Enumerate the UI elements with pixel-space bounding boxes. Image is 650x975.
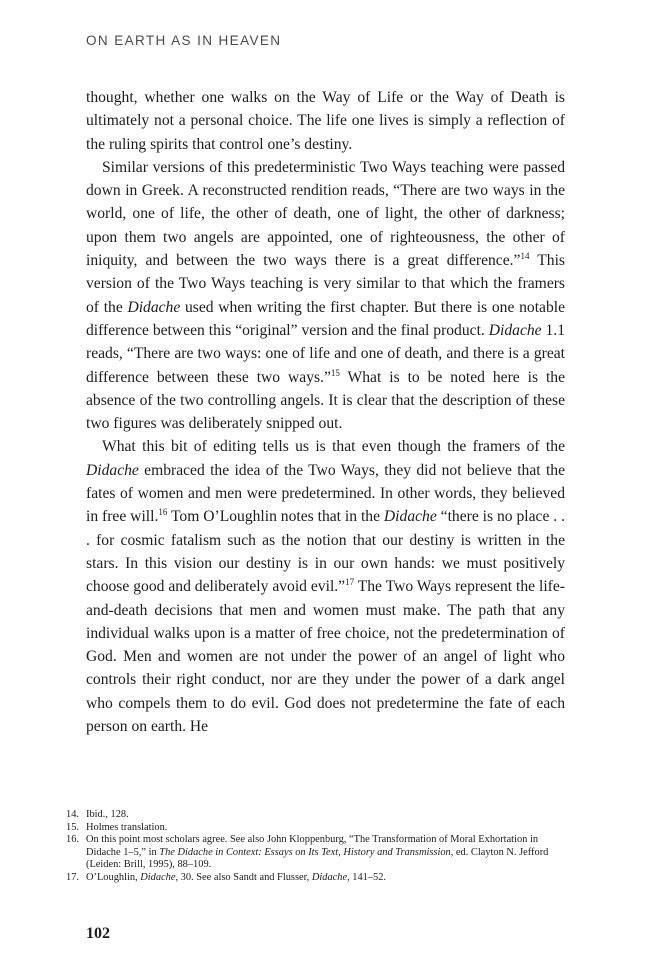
- text-span: embraced the idea of the Two Ways, they did not believe that the fates of women and men were predetermined. In other words, they believed in free will.: [86, 461, 565, 526]
- footnote-ref-17[interactable]: 17: [345, 577, 355, 588]
- footnotes: [66, 809, 565, 885]
- italic-title: Didache: [383, 508, 437, 526]
- text-span: This version of the Two Ways teaching is very similar to that which the framers of the: [86, 252, 565, 316]
- text-span: used when writing the first chapter. But there is one notable difference between this “original” version and the final product.: [86, 298, 565, 339]
- paragraph-3: [86, 435, 565, 738]
- footnote-text: Ibid., 128.: [86, 809, 129, 820]
- footnote-14: [66, 809, 565, 822]
- italic-title: The Didache in Context: Essays on Its Text, History and Transmission: [159, 846, 451, 858]
- text-span: “there is no place . . . for cosmic fatalism such as the notion that our destiny is written in the stars. In this vision our destiny is in our own hands: we must positively choose good and deliberately avoid evil.”: [86, 508, 565, 596]
- text-span: 1.1 reads, “There are two ways: one of life and one of death, and there is a great difference between these two ways.”: [86, 321, 566, 386]
- footnote-text: Holmes translation.: [86, 821, 168, 833]
- footnote-ref-16[interactable]: 16: [158, 507, 168, 518]
- italic-title: Didache: [127, 298, 181, 316]
- text-span: , ed. Clayton N. Jefford (Leiden: Brill, 1995), 88–109.: [86, 846, 549, 871]
- text-span: , 141–52.: [347, 871, 387, 883]
- text-span: Similar versions of this predeterministic Two Ways teaching were passed down in Greek. A reconstructed rendition reads, “There are two ways in the world, one of life, the other of death, one of light, the other of darkness; upon them two angels are appointed, one of righteousness, the other of iniquity, and between the two ways there is a great difference.”: [86, 158, 565, 270]
- footnote-number: 14.: [66, 809, 79, 820]
- text-span: The Two Ways represent the life-and-death decisions that men and women must make. The path that any individual walks upon is a matter of free choice, not the predetermination of God. Men and women are not under the power of an angel of light who controls their right conduct, nor are they under the power of a dark angel who compels them to do evil. God does not predetermine the fate of each person on earth. He: [86, 578, 565, 736]
- text-span: O’Loughlin,: [86, 871, 141, 883]
- italic-title: Didache: [86, 461, 139, 479]
- paragraph-1: thought, whether one walks on the Way of Life or the Way of Death is ultimately not a personal choice. The life one lives is simply a reflection of the ruling spirits that control one’s destiny.: [86, 89, 565, 153]
- footnote-text: [86, 872, 565, 885]
- footnote-number: 16.: [66, 834, 79, 846]
- text-span: On this point most scholars agree. See also John Kloppenburg, “The Transformation of Moral Exhortation in Didache 1–5,” in: [86, 834, 539, 858]
- footnote-17: [66, 872, 565, 885]
- italic-title: Didache: [488, 321, 542, 339]
- running-head: ON EARTH AS IN HEAVEN: [86, 33, 282, 48]
- body-text: [86, 86, 565, 738]
- footnote-ref-14[interactable]: 14: [520, 251, 530, 262]
- footnote-15: [66, 822, 565, 835]
- footnote-ref-15[interactable]: 15: [330, 367, 340, 378]
- italic-title: Didache: [140, 871, 176, 883]
- italic-title: Didache: [311, 871, 348, 883]
- text-span: , 30. See also Sandt and Flusser,: [175, 871, 312, 883]
- footnote-text: [86, 834, 565, 872]
- footnote-16: [66, 834, 565, 872]
- page-number: 102: [86, 925, 110, 942]
- text-span: Tom O’Loughlin notes that in the: [167, 508, 384, 526]
- footnote-number: 17.: [66, 871, 79, 883]
- text-span: What is to be noted here is the absence of the two controlling angels. It is clear that the description of these two figures was deliberately snipped out.: [86, 368, 565, 433]
- paragraph-2: [86, 156, 565, 436]
- text-span: What this bit of editing tells us is that even though the framers of the: [102, 438, 565, 456]
- footnote-number: 15.: [66, 821, 79, 833]
